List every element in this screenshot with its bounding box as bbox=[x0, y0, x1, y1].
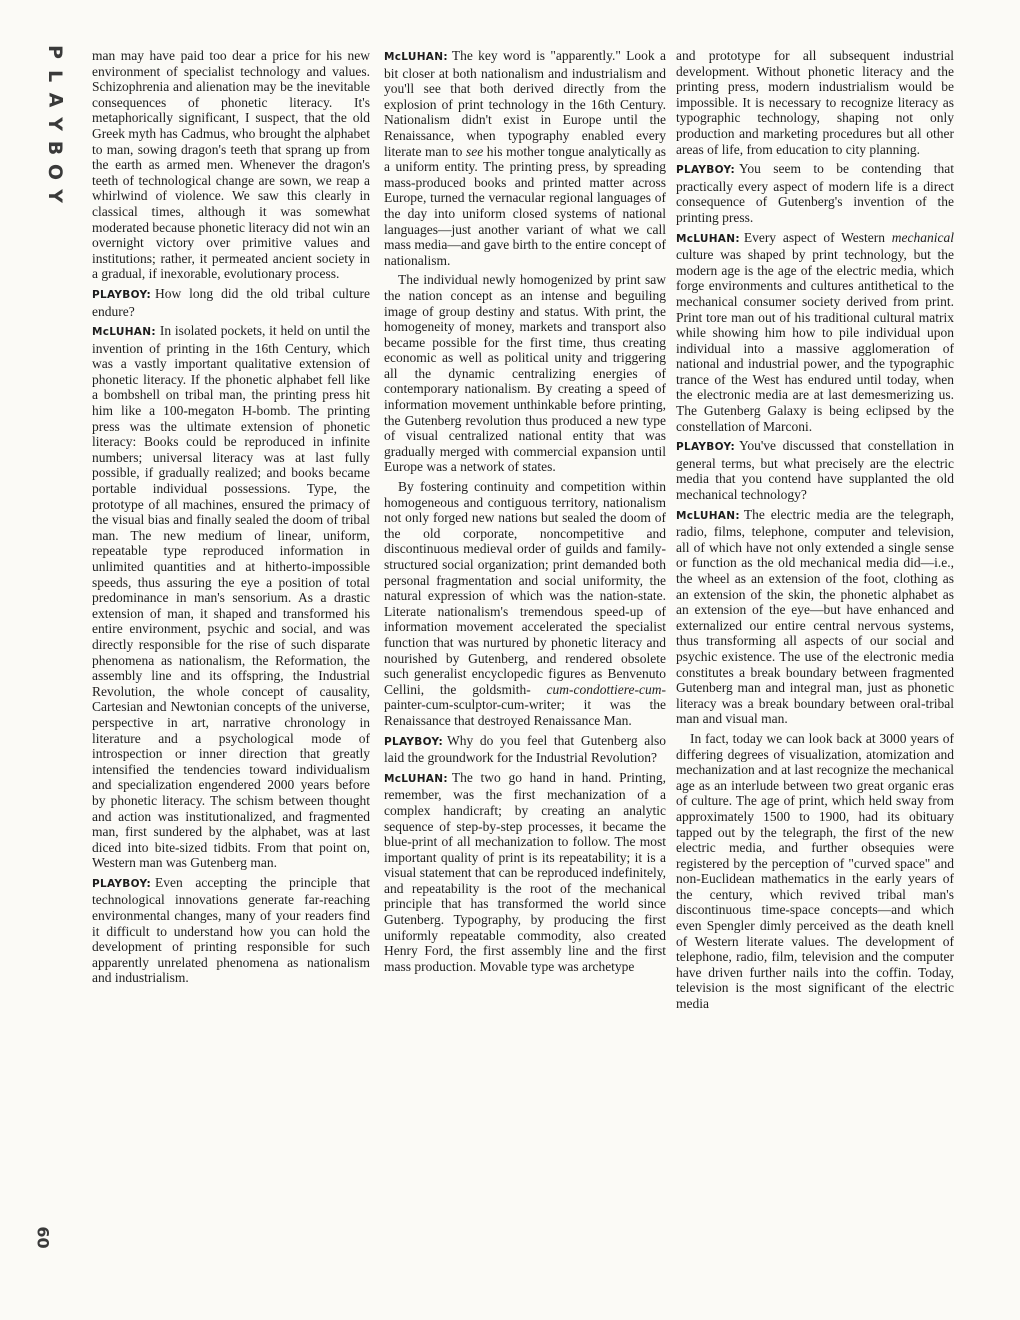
magazine-letter: L bbox=[43, 69, 66, 83]
body-paragraph bbox=[384, 272, 666, 475]
text-column-1 bbox=[92, 48, 370, 1258]
speaker-label: PLAYBOY: bbox=[384, 735, 443, 748]
paragraph-text: The electric media are the telegraph, radio, films, telephone, computer and television, all of which have not only extended a single sense or function as the old mechanical media did—i.e., the wheel as an extension of the foot, clothing as an extension of the skin, the phonetic alphabet as an extension of the eye—but have enhanced and externalized our entire central nervous systems, thus transforming all aspects of our social and psychic existence. The use of the electronic media constitutes a break boundary between fragmented Gutenberg man and integral man, just as phonetic literacy was a break boundary between oral-tribal man and visual man. bbox=[676, 506, 954, 727]
paragraph-text: and prototype for all subsequent industrial development. Without phonetic literacy and the printing press, modern industrialism would be impossible. It is necessary to recognize literacy as typographic technology, shaping not only production and marketing procedures but all other areas of life, from education to city planning. bbox=[676, 48, 954, 157]
dialogue-paragraph bbox=[676, 230, 954, 435]
paragraph-text: his mother tongue analytically as a uniform entity. The printing press, by spreading mass-produced books and printed matter across Europe, turned the vernacular regional languages of the day into uniform closed systems of national languages—just another variant of what we call mass media—and gave birth to the entire concept of nationalism. bbox=[384, 143, 666, 268]
dialogue-paragraph bbox=[92, 875, 370, 986]
magazine-name-vertical bbox=[40, 40, 70, 208]
paragraph-text: By fostering continuity and competition within homogeneous and contiguous territory, nationalism not only forged new nations but sealed the doom of the old corporate, noncompetitive and discontinuous medieval order of guilds and family-structured social organization; print demanded both personal fragmentation and social uniformity, the natural expression of which was the nation-state. Literate nationalism's tremendous speed-up of information movement accelerated the specialist function that was nurtured by phonetic literacy and nourished by Gutenberg, and rendered obsolete such generalist encyclopedic figures as Benvenuto Cellini, the goldsmith- bbox=[384, 479, 666, 697]
magazine-letter: Y bbox=[43, 189, 66, 203]
text-column-2 bbox=[384, 48, 666, 1258]
paragraph-text: You seem to be contending that practically every aspect of modern life is a direct consequence of Gutenberg's invention of the printing press. bbox=[676, 161, 954, 225]
dialogue-paragraph bbox=[384, 770, 666, 975]
magazine-letter: A bbox=[44, 92, 66, 108]
italic-text: see bbox=[465, 143, 484, 159]
speaker-label: PLAYBOY: bbox=[92, 877, 151, 890]
dialogue-paragraph bbox=[92, 323, 370, 871]
paragraph-text: How long did the old tribal culture endure? bbox=[92, 285, 370, 319]
text-column-3 bbox=[676, 48, 954, 1258]
body-paragraph bbox=[676, 48, 954, 157]
paragraph-text: Even accepting the principle that technological innovations generate far-reaching environmental changes, many of your readers find it difficult to understand how you can hold the development of printing responsible for such apparently unrelated phenomena as nationalism and industrialism. bbox=[92, 874, 370, 986]
speaker-label: PLAYBOY: bbox=[92, 288, 151, 301]
italic-text: cum-condottiere-cum- bbox=[546, 681, 666, 697]
page-number: 60 bbox=[33, 1226, 53, 1249]
dialogue-paragraph bbox=[92, 286, 370, 319]
magazine-letter: O bbox=[44, 163, 66, 181]
paragraph-text: painter-cum-sculptor-cum-writer; it was the Renaissance that destroyed Renaissance Man. bbox=[384, 697, 666, 728]
body-paragraph bbox=[92, 48, 370, 282]
body-paragraph bbox=[676, 731, 954, 1012]
paragraph-text: The individual newly homogenized by print saw the nation concept as an intense and beguiling image of group destiny and status. With print, the homogeneity of money, markets and transport also became possible for the first time, thus creating economic as well as political unity and triggering all the dynamic centralizing energies of contemporary nationalism. By creating a speed of information movement unthinkable before printing, the Gutenberg revolution thus produced a new type of visual centralized national entity that was gradually merged with commercial expansion until Europe was a network of states. bbox=[384, 272, 666, 475]
paragraph-text: Every aspect of Western bbox=[743, 229, 885, 245]
magazine-letter: Y bbox=[43, 117, 66, 131]
dialogue-paragraph bbox=[676, 161, 954, 225]
speaker-label: McLUHAN: bbox=[92, 326, 156, 339]
dialogue-paragraph bbox=[676, 507, 954, 727]
dialogue-paragraph bbox=[384, 733, 666, 766]
speaker-label: McLUHAN: bbox=[676, 232, 740, 245]
speaker-label: PLAYBOY: bbox=[676, 164, 735, 177]
dialogue-paragraph bbox=[384, 48, 666, 268]
paragraph-text: culture was shaped by print technology, but the modern age is the age of the electric media, which forge environments and cultures antithetical to the mechanical consumer society derived from print. Print tore man out of his traditional cultural matrix while showing him how to pile individual upon individual into a massive agglomeration of national and industrial power, and the typographic trance of the West has endured until today, when the electronic media are at last demesmerizing us. The Gutenberg Galaxy is being eclipsed by the constellation of Marconi. bbox=[676, 247, 954, 434]
magazine-letter: B bbox=[43, 140, 66, 156]
body-paragraph bbox=[384, 479, 666, 729]
dialogue-paragraph bbox=[676, 438, 954, 502]
italic-text: mechanical bbox=[891, 229, 954, 245]
speaker-label: McLUHAN: bbox=[384, 772, 448, 785]
paragraph-text: man may have paid too dear a price for his new environment of specialist technology and values. Schizophrenia and alienation may be the inevitable consequences of phonetic literacy. It's metaphorically significant, I suspect, that the old Greek myth has Cadmus, who brought the alphabet to man, sowing dragon's teeth that sprang up from the earth as armed men. Whenever the dragon's teeth of technological change are sown, we reap a whirlwind of violence. We saw this clearly in classical times, although it was somewhat moderated because phonetic literacy did not win an overnight victory over primitive values and institutions; rather, it permeated ancient society in a gradual, if inexorable, evolutionary process. bbox=[92, 48, 370, 282]
speaker-label: McLUHAN: bbox=[676, 509, 740, 522]
magazine-letter: P bbox=[44, 45, 66, 59]
paragraph-text: Why do you feel that Gutenberg also laid the groundwork for the Industrial Revolution? bbox=[384, 732, 666, 766]
paragraph-text: In isolated pockets, it held on until the invention of printing in the 16th Century, which was a vastly important qualitative extension of phonetic literacy. If the phonetic alphabet fell like a bombshell on tribal man, the printing press hit him like a 100-megaton H-bomb. The printing press was the ultimate extension of phonetic literacy: Books could be reproduced in infinite numbers; universal literacy was at last fully possible, if gradually realized; and books became portable individual possessions. Type, the prototype of all machines, ensured the primacy of the visual bias and finally sealed the doom of tribal man. The new medium of linear, uniform, repeatable type reproduced information in unlimited quantities and at hitherto-impossible speeds, thus assuring the eye a position of total predominance in man's sensorium. As a drastic extension of man, it shaped and transformed his entire environment, psychic and social, and was directly responsible for the rise of such disparate phenomena as nationalism, the Reformation, the assembly line and its offspring, the Industrial Revolution, the whole concept of causality, Cartesian and Newtonian concepts of the universe, perspective in art, narrative chronology in literature and a psychological mode of introspection or inner direction that greatly intensified the tendencies toward individualism and specialization engendered 2000 years before by phonetic literacy. The schism between thought and action was institutionalized, and fragmented man, first sundered by the alphabet, was at last diced into bite-sized tidbits. From that point on, Western man was Gutenberg man. bbox=[92, 323, 370, 871]
speaker-label: PLAYBOY: bbox=[676, 441, 735, 454]
speaker-label: McLUHAN: bbox=[384, 51, 448, 63]
paragraph-text: The two go hand in hand. Printing, remember, was the first mechanization of a complex handicraft; by creating an analytic sequence of step-by-step processes, it became the blue-print of all mechanization to follow. The most important quality of print is its repeatability; it is a visual statement that can be reproduced indefinitely, and repeatability is the root of the mechanical principle that has transformed the world since Gutenberg. Typography, by producing the first uniformly repeatable commodity, also created Henry Ford, the first assembly line and the first mass production. Movable type was archetype bbox=[384, 769, 666, 974]
paragraph-text: In fact, today we can look back at 3000 years of differing degrees of visualization, atomization and mechanization and at last recognize the mechanical age as an interlude between two great organic eras of culture. The age of print, which held sway from approximately 1500 to 1900, had its obituary tapped out by the telegraph, the first of the new electric media, and further obsequies were registered by the perception of "curved space" and non-Euclidean mathematics in the early years of the century, which revived tribal man's discontinuous time-space concepts—and which even Spengler dimly perceived as the death knell of Western literate values. The development of telephone, radio, film, television and the computer have driven further nails into the coffin. Today, television is the most significant of the electric media bbox=[676, 730, 954, 1012]
paragraph-text: You've discussed that constellation in general terms, but what precisely are the electric media that you contend have supplanted the old mechanical technology? bbox=[676, 438, 954, 503]
paragraph-text: The key word is "apparently." Look a bit closer at both nationalism and industrialism and you'll see that both derived directly from the explosion of print technology in the 16th Century. Nationalism didn't exist in Europe until the Renaissance, when typography enabled every literate man to bbox=[384, 48, 666, 159]
